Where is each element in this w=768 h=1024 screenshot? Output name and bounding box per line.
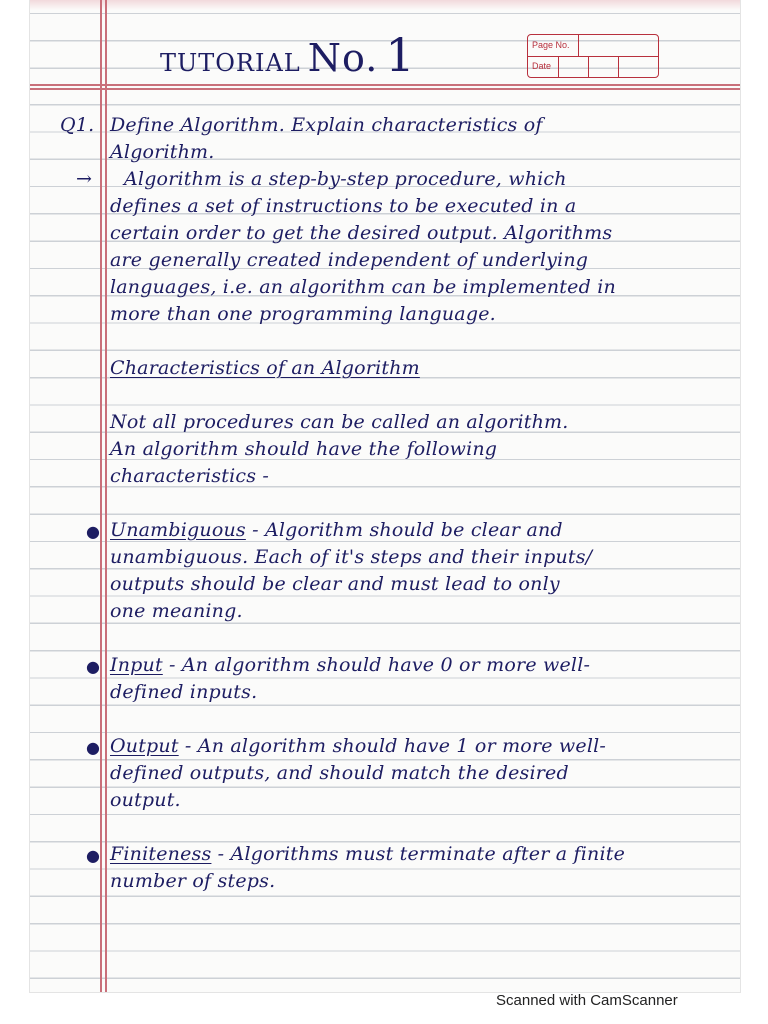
intro-line: An algorithm should have the following [110,438,498,460]
title-tutorial: TUTORIAL [160,49,301,77]
list-item-line [110,735,606,757]
scanner-watermark: Scanned with CamScanner [496,992,678,1009]
bullet-icon: ● [86,657,100,676]
intro-line: Not all procedures can be called an algorithm. [110,411,569,433]
item-text: - An algorithm should have 0 or more well- [162,654,591,676]
list-item-line [110,843,625,865]
item-term: Input [110,654,163,676]
answer-line: defines a set of instructions to be executed in a [110,195,577,217]
bullet-icon: ● [86,846,100,865]
title-no: No. [307,36,379,80]
date-row [528,56,658,77]
page-date-box [527,34,659,78]
list-item-line: output. [110,789,181,811]
list-item-line [110,519,563,541]
item-text: - Algorithms must terminate after a finite [211,843,626,865]
answer-line: languages, i.e. an algorithm can be implemented in [110,276,616,298]
section-heading: Characteristics of an Algorithm [110,357,420,379]
header-rule [30,84,740,86]
item-term: Output [110,735,179,757]
answer-line: are generally created independent of underlying [110,249,589,271]
divider [558,56,559,77]
arrow-icon: → [76,168,93,190]
list-item-line: number of steps. [110,870,276,892]
page-no-row [528,35,658,57]
list-item-line: outputs should be clear and must lead to only [110,573,560,595]
page-title [160,28,416,82]
divider [588,56,589,77]
answer-line: Algorithm is a step-by-step procedure, which [124,168,567,190]
item-term: Unambiguous [110,519,246,541]
margin-line [100,0,102,992]
divider [578,35,579,56]
item-term: Finiteness [110,843,212,865]
answer-line: more than one programming language. [110,303,496,325]
question-line: Define Algorithm. Explain characteristics of [110,114,543,136]
margin-line [105,0,107,992]
list-item-line: one meaning. [110,600,243,622]
title-number: 1 [385,28,416,82]
item-text: - Algorithm should be clear and [245,519,563,541]
date-label: Date [532,61,552,71]
list-item-line [110,654,590,676]
header-rule [30,88,740,90]
question-line: Algorithm. [110,141,215,163]
bullet-icon: ● [86,522,100,541]
divider [618,56,619,77]
notebook-page [30,0,740,992]
item-text: - An algorithm should have 1 or more well- [178,735,606,757]
answer-line: certain order to get the desired output. Algorithms [110,222,613,244]
question-label: Q1. [60,114,95,136]
list-item-line: defined outputs, and should match the desired [110,762,569,784]
bullet-icon: ● [86,738,100,757]
intro-line: characteristics - [110,465,270,487]
list-item-line: unambiguous. Each of it's steps and their inputs/ [110,546,593,568]
list-item-line: defined inputs. [110,681,258,703]
page-no-label: Page No. [532,40,570,50]
